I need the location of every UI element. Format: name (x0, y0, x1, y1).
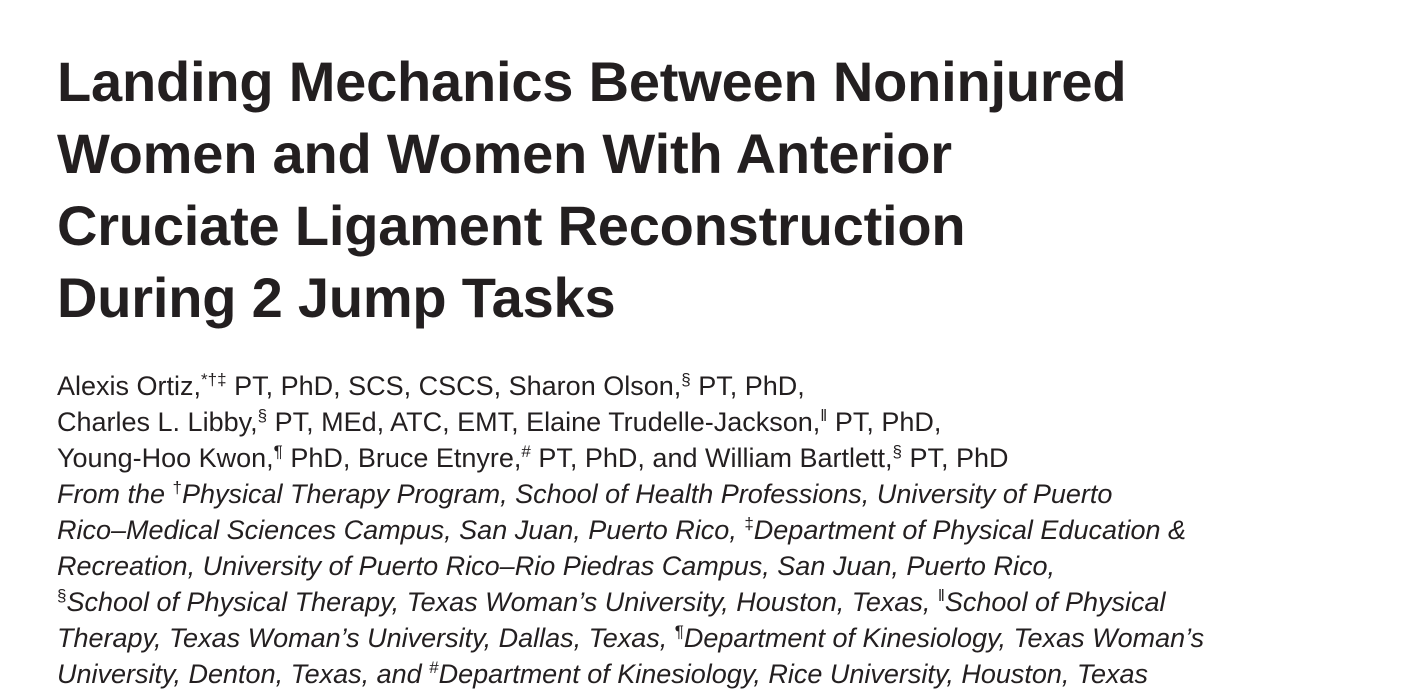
affiliation-line (57, 512, 1402, 548)
title-line: Landing Mechanics Between Noninjured (57, 50, 1127, 113)
affiliation-text: Department of Kinesiology, Rice University, Houston, Texas (438, 659, 1148, 689)
affiliation-line (57, 620, 1402, 656)
affiliation-marker: ¶ (273, 442, 283, 461)
author-name: Alexis Ortiz, (57, 371, 202, 401)
author-line (57, 404, 1397, 440)
affiliation-line (57, 548, 1402, 584)
affiliations (57, 476, 1402, 692)
author-name: Bruce Etnyre, (357, 443, 522, 473)
affiliation-text: School of Physical Therapy, Texas Woman’s University, Houston, Texas, (66, 587, 938, 617)
affiliation-text: Rico–Medical Sciences Campus, San Juan, Puerto Rico, (57, 515, 745, 545)
affiliation-text: Department of Physical Education & (753, 515, 1187, 545)
author-name: Young-Hoo Kwon, (57, 443, 274, 473)
affiliation-text: Physical Therapy Program, School of Health Professions, University of Puerto (182, 479, 1113, 509)
affiliation-marker: † (172, 478, 182, 497)
author-credentials: PT, PhD, (690, 371, 805, 401)
author-line (57, 440, 1397, 476)
affiliation-line (57, 584, 1402, 620)
affiliation-marker: § (681, 370, 691, 389)
title-line: During 2 Jump Tasks (57, 266, 616, 329)
author-credentials: PT, PhD (901, 443, 1009, 473)
affiliation-marker: *†‡ (201, 370, 227, 389)
author-credentials: PT, MEd, ATC, EMT, (267, 407, 527, 437)
affiliation-marker: ‡ (744, 514, 754, 533)
affiliation-line (57, 656, 1402, 692)
affiliation-marker: § (257, 406, 268, 425)
affiliation-marker: § (57, 586, 67, 605)
affiliation-marker: ¶ (674, 622, 684, 641)
author-credentials: PT, PhD, SCS, CSCS, (226, 371, 509, 401)
article-title (57, 46, 1397, 334)
author-credentials: PT, PhD, and (530, 443, 705, 473)
author-credentials: PT, PhD, (827, 407, 942, 437)
author-list (57, 368, 1397, 476)
affiliation-marker: # (429, 658, 439, 677)
article-header (57, 46, 1397, 689)
affiliation-text: From the (57, 479, 173, 509)
author-line (57, 368, 1397, 404)
author-name: Charles L. Libby, (57, 407, 258, 437)
affiliation-marker: # (521, 442, 531, 461)
affiliation-text: University, Denton, Texas, and (57, 659, 430, 689)
affiliation-marker: ‖ (937, 586, 945, 605)
author-name: Sharon Olson, (508, 371, 682, 401)
affiliation-text: School of Physical (944, 587, 1166, 617)
affiliation-text: Recreation, University of Puerto Rico–Rio Piedras Campus, San Juan, Puerto Rico, (57, 551, 1055, 581)
affiliation-marker: § (892, 442, 902, 461)
author-credentials: PhD, (282, 443, 358, 473)
affiliation-line (57, 476, 1402, 512)
affiliation-marker: ‖ (820, 406, 828, 425)
author-name: Elaine Trudelle-Jackson, (526, 407, 821, 437)
affiliation-text: Therapy, Texas Woman’s University, Dallas, Texas, (57, 623, 675, 653)
title-line: Women and Women With Anterior (57, 122, 952, 185)
author-name: William Bartlett, (704, 443, 893, 473)
affiliation-text: Department of Kinesiology, Texas Woman’s (683, 623, 1205, 653)
title-line: Cruciate Ligament Reconstruction (57, 194, 966, 257)
